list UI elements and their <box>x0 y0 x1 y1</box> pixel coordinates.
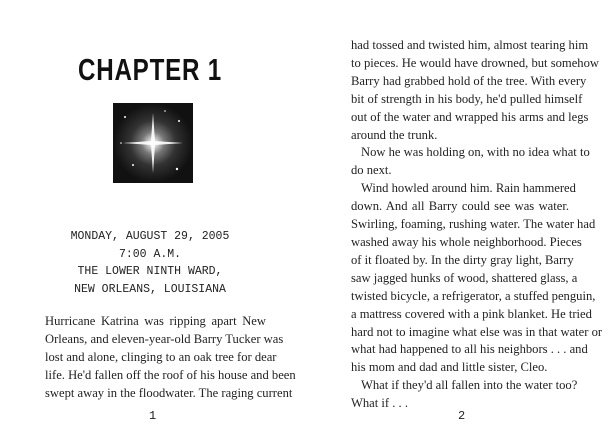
text-line: bit of strength in his body, he'd pulled himself <box>351 91 583 106</box>
text-line: out of the water and wrapped his arms and legs <box>351 109 589 124</box>
text-line: What if . . . <box>351 396 409 411</box>
chapter-title: CHAPTER 1 <box>77 52 223 87</box>
text-line: what had happened to all his neighbors . . . and <box>351 342 588 357</box>
paragraph <box>351 37 599 144</box>
page-number: 2 <box>458 409 466 423</box>
dateline-place: THE LOWER NINTH WARD, <box>77 265 223 278</box>
dateline-date: MONDAY, AUGUST 29, 2005 <box>70 230 230 243</box>
body-text <box>45 313 296 403</box>
body-text <box>351 37 603 413</box>
paragraph <box>45 313 296 403</box>
text-line: What if they'd all fallen into the water too? <box>361 378 578 393</box>
text-line: swept away in the floodwater. The raging current <box>45 385 293 400</box>
text-line: of it floated by. In the dirty gray light, Barry <box>351 252 574 267</box>
text-line: hard not to imagine what else was in that water or <box>351 324 603 339</box>
star-illustration <box>113 103 193 183</box>
left-page <box>0 0 306 445</box>
text-line: down. And all Barry could see was water. <box>351 199 569 214</box>
paragraph <box>351 377 578 413</box>
text-line: Hurricane Katrina was ripping apart New <box>45 314 266 328</box>
paragraph <box>351 180 603 377</box>
text-line: a mattress covered with a pink blanket. He tried <box>351 306 592 321</box>
page-number: 1 <box>149 409 157 423</box>
text-line: do next. <box>351 163 392 178</box>
text-line: lost and alone, clinging to an oak tree for dear <box>45 349 277 364</box>
text-line: Barry had grabbed hold of the tree. With every <box>351 73 587 88</box>
paragraph <box>351 144 590 180</box>
text-line: his mom and dad and little sister, Cleo. <box>351 360 548 375</box>
text-line: twisted bicycle, a refrigerator, a stuffed penguin, <box>351 288 596 303</box>
text-line: life. He'd fallen off the roof of his house and been <box>45 367 296 382</box>
text-line: around the trunk. <box>351 127 438 142</box>
sparkle-icon <box>113 103 193 183</box>
dateline-time: 7:00 A.M. <box>118 247 182 261</box>
text-line: washed away his whole neighborhood. Pieces <box>351 234 582 249</box>
dateline <box>0 228 300 298</box>
text-line: saw jagged hunks of wood, shattered glass, a <box>351 270 578 285</box>
dateline-city: NEW ORLEANS, LOUISIANA <box>74 282 226 296</box>
right-page <box>306 0 613 445</box>
text-line: Orleans, and eleven-year-old Barry Tucker was <box>45 331 284 346</box>
text-line: to pieces. He would have drowned, but somehow <box>351 55 599 70</box>
text-line: Now he was holding on, with no idea what to <box>361 145 590 160</box>
text-line: had tossed and twisted him, almost tearing him <box>351 38 589 52</box>
text-line: Wind howled around him. Rain hammered <box>361 181 576 196</box>
text-line: Swirling, foaming, rushing water. The water had <box>351 217 596 232</box>
